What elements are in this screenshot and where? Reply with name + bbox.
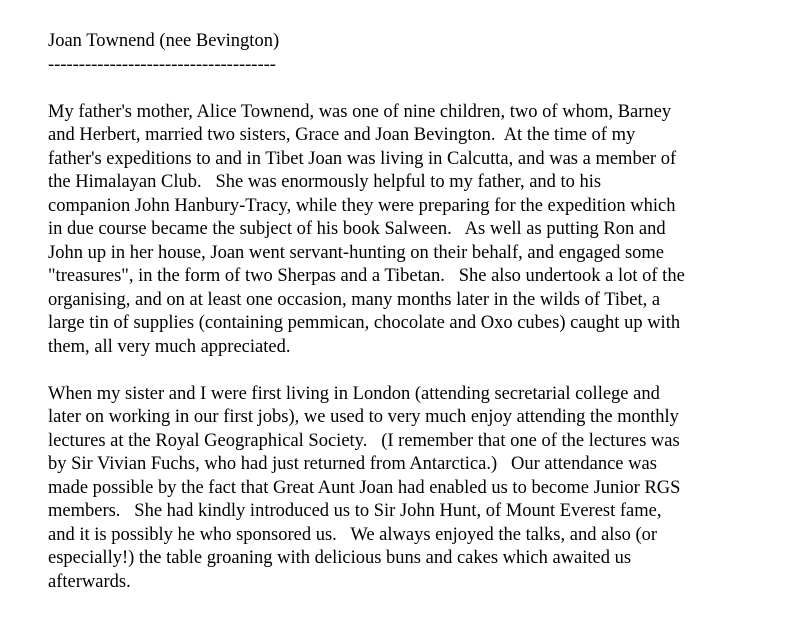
text-line: afterwards.: [48, 571, 131, 592]
text-line: When my sister and I were first living in London (attending secretarial college and: [48, 383, 660, 404]
text-line: by Sir Vivian Fuchs, who had just returned from Antarctica.) Our attendance was: [48, 454, 657, 474]
text-line: father's expeditions to and in Tibet Joan was living in Calcutta, and was a member of: [48, 148, 677, 169]
text-line: My father's mother, Alice Townend, was one of nine children, two of whom, Barney: [48, 101, 672, 122]
text-line: John up in her house, Joan went servant-hunting on their behalf, and engaged some: [48, 242, 665, 263]
text-line: members. She had kindly introduced us to Sir John Hunt, of Mount Everest fame,: [48, 501, 662, 521]
text-line: in due course became the subject of his book Salween. As well as putting Ron and: [48, 219, 666, 239]
spacer: [48, 77, 796, 101]
paragraph-2: [48, 383, 796, 595]
title-underline: -------------------------------------: [48, 54, 276, 75]
text-line: lectures at the Royal Geographical Society. (I remember that one of the lectures was: [48, 430, 680, 451]
document-body: [48, 30, 796, 594]
paragraph-1: [48, 101, 796, 360]
text-line: "treasures", in the form of two Sherpas and a Tibetan. She also undertook a lot of the: [48, 266, 685, 286]
text-line: especially!) the table groaning with delicious buns and cakes which awaited us: [48, 548, 632, 568]
text-line: made possible by the fact that Great Aunt Joan had enabled us to become Junior RGS: [48, 477, 681, 498]
text-line: and it is possibly he who sponsored us. We always enjoyed the talks, and also (or: [48, 524, 658, 545]
text-line: companion John Hanbury-Tracy, while they were preparing for the expedition which: [48, 195, 676, 216]
text-line: organising, and on at least one occasion, many months later in the wilds of Tibet, a: [48, 289, 661, 310]
text-line: and Herbert, married two sisters, Grace and Joan Bevington. At the time of my: [48, 125, 636, 145]
text-line: later on working in our first jobs), we used to very much enjoy attending the monthly: [48, 407, 679, 427]
text-line: the Himalayan Club. She was enormously helpful to my father, and to his: [48, 172, 602, 192]
document-title: Joan Townend (nee Bevington): [48, 31, 280, 51]
spacer: [48, 359, 796, 383]
text-line: them, all very much appreciated.: [48, 336, 291, 357]
text-line: large tin of supplies (containing pemmican, chocolate and Oxo cubes) caught up with: [48, 313, 681, 333]
